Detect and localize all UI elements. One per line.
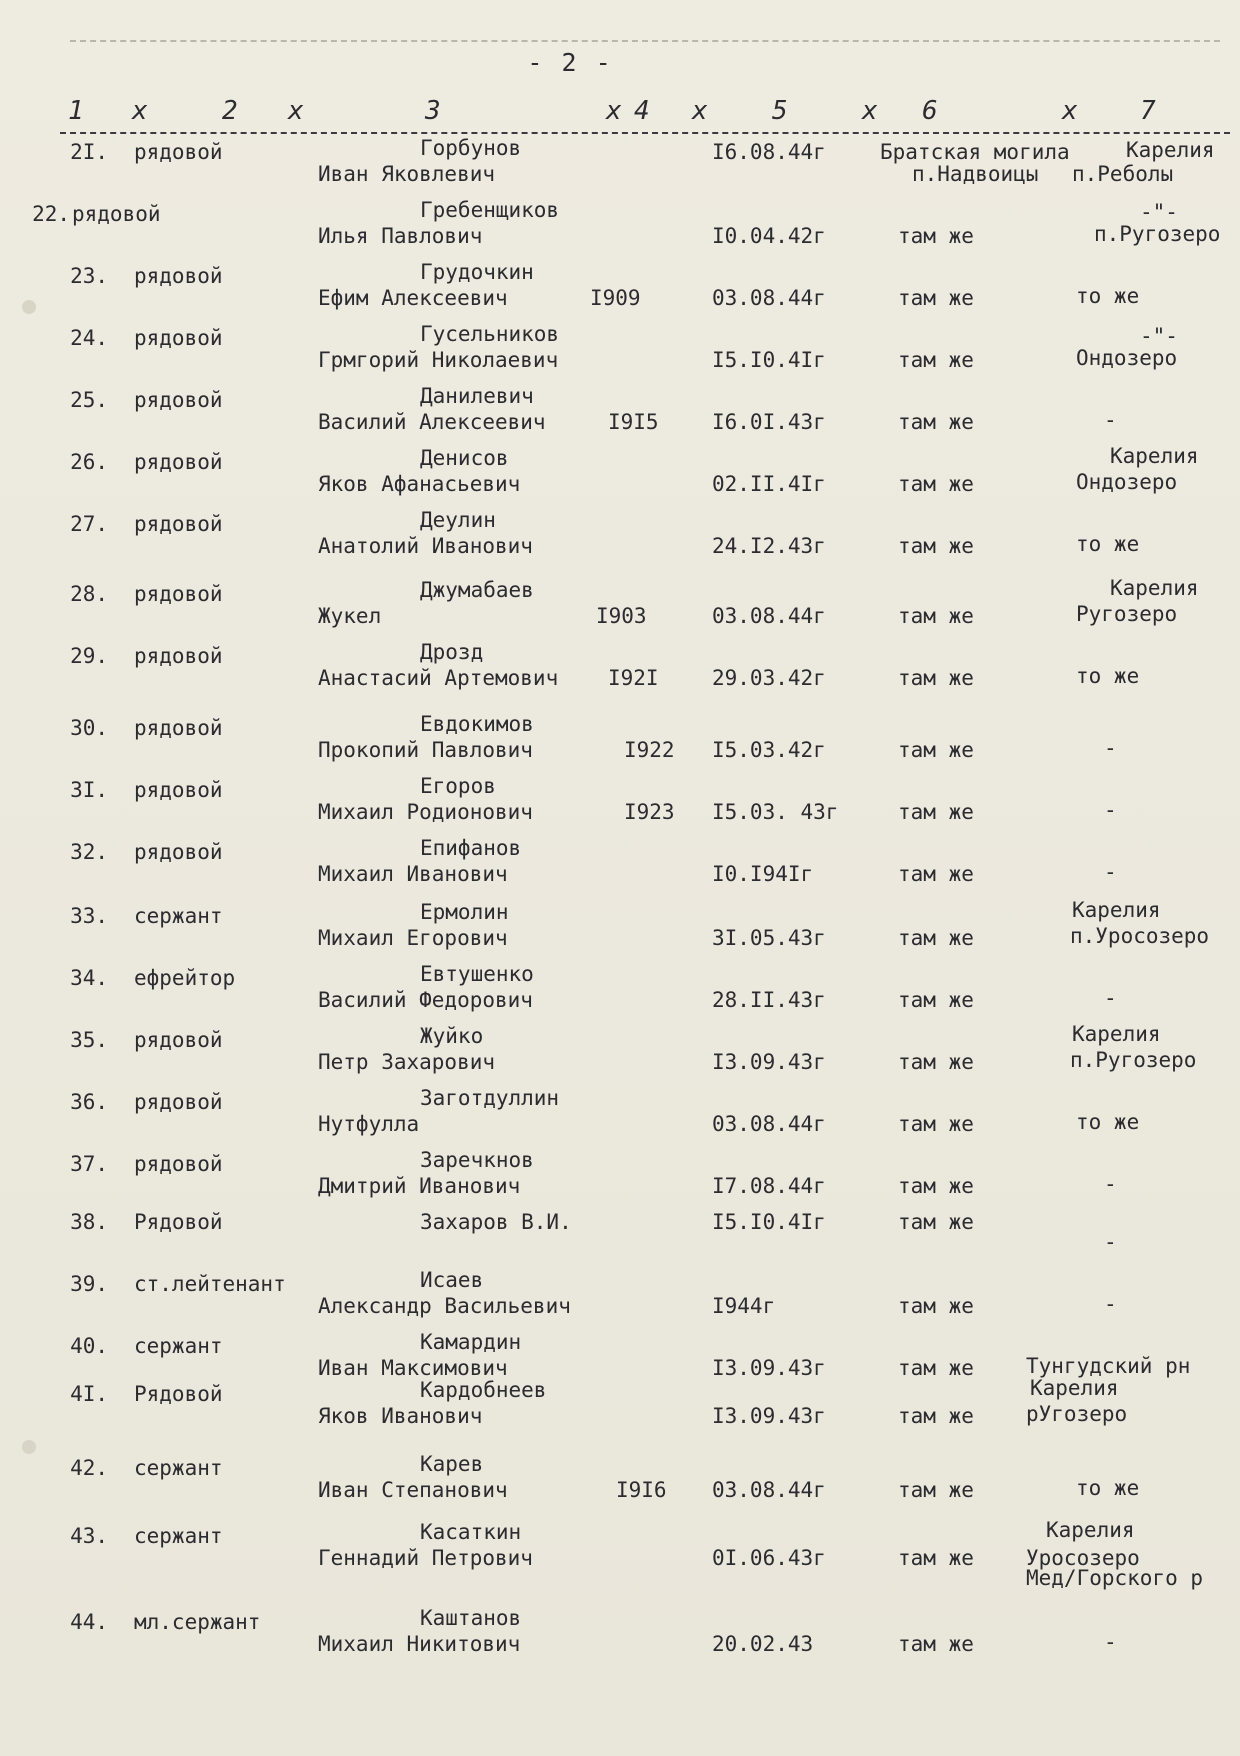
record-death-date: I3.09.43г	[712, 1050, 826, 1074]
record-surname: Деулин	[420, 508, 496, 532]
record-rank: мл.сержант	[134, 1610, 261, 1634]
record-death-date: 29.03.42г	[712, 666, 826, 690]
column-header-cell: x	[132, 96, 148, 126]
record-burial: там же	[898, 534, 974, 558]
record-burial: там же	[898, 286, 974, 310]
record-place: -	[1104, 986, 1117, 1010]
record-given-name: Захаров В.И.	[420, 1210, 572, 1234]
record-rank: рядовой	[134, 1090, 223, 1114]
record-row	[0, 576, 1240, 640]
record-row	[0, 962, 1240, 1024]
record-given-name: Михаил Родионович	[318, 800, 533, 824]
record-number: 32.	[70, 840, 108, 864]
record-given-name: Ефим Алексеевич	[318, 286, 508, 310]
record-row	[0, 384, 1240, 446]
record-place: Ондозеро	[1076, 470, 1178, 494]
record-place: то же	[1076, 1110, 1140, 1134]
record-death-date: 03.08.44г	[712, 1112, 826, 1136]
record-rank: ст.лейтенант	[134, 1272, 286, 1296]
record-birth-year: I923	[624, 800, 675, 824]
record-place: п.Ругозеро	[1094, 222, 1221, 246]
record-given-name: Яков Афанасьевич	[318, 472, 521, 496]
record-row	[0, 1268, 1240, 1330]
record-place: то же	[1076, 1476, 1140, 1500]
record-number: 33.	[70, 904, 108, 928]
record-rank: рядовой	[72, 202, 161, 226]
record-given-name: Анатолий Иванович	[318, 534, 533, 558]
record-number: 30.	[70, 716, 108, 740]
record-place-detail: Мед/Горского р	[1026, 1566, 1204, 1590]
record-number: 36.	[70, 1090, 108, 1114]
record-number: 23.	[70, 264, 108, 288]
record-surname: Жуйко	[420, 1024, 484, 1048]
record-place: рУгозеро	[1026, 1402, 1128, 1426]
record-number: 42.	[70, 1456, 108, 1480]
column-header-cell: x	[692, 96, 708, 126]
record-row	[0, 508, 1240, 570]
column-header-cell: 5	[772, 96, 788, 126]
record-number: 44.	[70, 1610, 108, 1634]
record-rank: Рядовой	[134, 1382, 223, 1406]
record-surname: Дрозд	[420, 640, 484, 664]
record-surname: Евдокимов	[420, 712, 534, 736]
record-number: 43.	[70, 1524, 108, 1548]
record-number: 2I.	[70, 140, 108, 164]
record-region: -"-	[1140, 200, 1178, 224]
record-row	[0, 1148, 1240, 1210]
record-region: Карелия	[1110, 444, 1199, 468]
record-place: -	[1104, 1630, 1117, 1654]
record-burial: там же	[898, 1174, 974, 1198]
record-birth-year: I92I	[608, 666, 659, 690]
record-region: Карелия	[1126, 138, 1215, 162]
record-rank: сержант	[134, 904, 223, 928]
record-row	[0, 1086, 1240, 1148]
record-place: п.Уросозеро	[1070, 924, 1210, 948]
record-row	[0, 898, 1240, 962]
record-burial: там же	[898, 1112, 974, 1136]
record-burial: там же	[898, 1356, 974, 1380]
record-place: -	[1104, 1230, 1117, 1254]
record-place: -	[1104, 736, 1117, 760]
record-number: 38.	[70, 1210, 108, 1234]
record-surname: Ермолин	[420, 900, 509, 924]
record-burial: там же	[898, 1404, 974, 1428]
record-burial: там же	[898, 1210, 974, 1234]
record-birth-year: I903	[596, 604, 647, 628]
record-burial: там же	[898, 926, 974, 950]
record-given-name: Петр Захарович	[318, 1050, 496, 1074]
record-region: -"-	[1140, 324, 1178, 348]
record-rank: рядовой	[134, 450, 223, 474]
record-row	[0, 1452, 1240, 1514]
record-surname: Исаев	[420, 1268, 484, 1292]
record-death-date: 03.08.44г	[712, 286, 826, 310]
record-surname: Каштанов	[420, 1606, 522, 1630]
record-row	[0, 1606, 1240, 1668]
record-row	[0, 712, 1240, 774]
record-row	[0, 1376, 1240, 1440]
record-rank: рядовой	[134, 512, 223, 536]
record-row	[0, 444, 1240, 508]
record-surname: Денисов	[420, 446, 509, 470]
record-given-name: Иван Степанович	[318, 1478, 508, 1502]
record-burial: там же	[898, 348, 974, 372]
record-place: п.Ругозеро	[1070, 1048, 1197, 1072]
record-burial: Братская могила	[880, 140, 1070, 164]
record-place: п.Реболы	[1072, 162, 1174, 186]
record-death-date: 20.02.43	[712, 1632, 814, 1656]
record-rank: рядовой	[134, 264, 223, 288]
record-given-name: Анастасий Артемович	[318, 666, 559, 690]
record-death-date: I944г	[712, 1294, 776, 1318]
record-row	[0, 774, 1240, 836]
record-rank: рядовой	[134, 388, 223, 412]
record-given-name: Прокопий Павлович	[318, 738, 533, 762]
record-given-name: Александр Васильевич	[318, 1294, 571, 1318]
record-given-name: Дмитрий Иванович	[318, 1174, 521, 1198]
record-row	[0, 136, 1240, 198]
record-death-date: I7.08.44г	[712, 1174, 826, 1198]
column-header-cell: 6	[922, 96, 938, 126]
record-burial: там же	[898, 1632, 974, 1656]
column-header-cell: 1	[68, 96, 84, 126]
record-surname: Евтушенко	[420, 962, 534, 986]
record-given-name: Яков Иванович	[318, 1404, 483, 1428]
record-region: Карелия	[1072, 1022, 1161, 1046]
column-header-cell: 2	[222, 96, 238, 126]
record-number: 3I.	[70, 778, 108, 802]
record-surname: Горбунов	[420, 136, 522, 160]
record-death-date: I6.08.44г	[712, 140, 826, 164]
record-surname: Карев	[420, 1452, 484, 1476]
record-number: 28.	[70, 582, 108, 606]
record-surname: Кардобнеев	[420, 1378, 547, 1402]
record-surname: Джумабаев	[420, 578, 534, 602]
record-rank: сержант	[134, 1334, 223, 1358]
column-header-cell: x	[862, 96, 878, 126]
record-number: 39.	[70, 1272, 108, 1296]
record-place: -	[1104, 1292, 1117, 1316]
record-death-date: I5.03. 43г	[712, 800, 839, 824]
record-birth-year: I9I5	[608, 410, 659, 434]
record-region: Карелия	[1072, 898, 1161, 922]
record-burial: там же	[898, 410, 974, 434]
record-rank: рядовой	[134, 716, 223, 740]
record-death-date: 03.08.44г	[712, 1478, 826, 1502]
column-header-cell: x	[606, 96, 622, 126]
record-burial: там же	[898, 1294, 974, 1318]
record-given-name: Василий Федорович	[318, 988, 533, 1012]
record-surname: Гребенщиков	[420, 198, 560, 222]
record-surname: Гусельников	[420, 322, 560, 346]
record-burial: там же	[898, 1050, 974, 1074]
record-given-name: Михаил Никитович	[318, 1632, 521, 1656]
record-place: Уросозеро	[1026, 1546, 1140, 1570]
record-death-date: I6.0I.43г	[712, 410, 826, 434]
record-burial: там же	[898, 988, 974, 1012]
record-surname: Заречкнов	[420, 1148, 534, 1172]
record-number: 29.	[70, 644, 108, 668]
record-birth-year: I9I6	[616, 1478, 667, 1502]
record-number: 37.	[70, 1152, 108, 1176]
record-place: Тунгудский рн	[1026, 1354, 1191, 1378]
record-row	[0, 1022, 1240, 1086]
column-header-cell: x	[1062, 96, 1078, 126]
record-death-date: I0.04.42г	[712, 224, 826, 248]
record-burial: там же	[898, 1546, 974, 1570]
column-header-cell: x	[288, 96, 304, 126]
record-given-name: Михаил Егорович	[318, 926, 508, 950]
record-rank: сержант	[134, 1456, 223, 1480]
record-region: Карелия	[1110, 576, 1199, 600]
record-place: -	[1104, 408, 1117, 432]
record-row	[0, 260, 1240, 322]
record-rank: рядовой	[134, 778, 223, 802]
record-rank: рядовой	[134, 1028, 223, 1052]
record-rank: рядовой	[134, 326, 223, 350]
record-rank: рядовой	[134, 1152, 223, 1176]
record-row	[0, 198, 1240, 260]
record-number: 40.	[70, 1334, 108, 1358]
record-rank: рядовой	[134, 644, 223, 668]
record-birth-year: I922	[624, 738, 675, 762]
record-given-name: Грмгорий Николаевич	[318, 348, 559, 372]
record-number: 22.	[32, 202, 70, 226]
record-place: -	[1104, 1172, 1117, 1196]
record-burial: там же	[898, 666, 974, 690]
record-surname: Камардин	[420, 1330, 522, 1354]
record-surname: Данилевич	[420, 384, 534, 408]
record-row	[0, 322, 1240, 384]
record-row	[0, 1518, 1240, 1590]
record-number: 24.	[70, 326, 108, 350]
record-rank: сержант	[134, 1524, 223, 1548]
record-rank: рядовой	[134, 840, 223, 864]
record-given-name: Иван Яковлевич	[318, 162, 496, 186]
record-rank: Рядовой	[134, 1210, 223, 1234]
record-number: 27.	[70, 512, 108, 536]
record-place: то же	[1076, 532, 1140, 556]
record-burial-place: п.Надвоицы	[912, 162, 1039, 186]
record-rank: ефрейтор	[134, 966, 236, 990]
record-place: Ондозеро	[1076, 346, 1178, 370]
record-given-name: Илья Павлович	[318, 224, 483, 248]
record-row	[0, 836, 1240, 898]
record-death-date: I3.09.43г	[712, 1356, 826, 1380]
record-death-date: 28.II.43г	[712, 988, 826, 1012]
record-surname: Егоров	[420, 774, 496, 798]
record-row	[0, 640, 1240, 702]
record-given-name: Жукел	[318, 604, 382, 628]
column-header-cell: 4	[634, 96, 650, 126]
record-death-date: 03.08.44г	[712, 604, 826, 628]
record-place: то же	[1076, 284, 1140, 308]
record-burial: там же	[898, 862, 974, 886]
record-death-date: 02.II.4Iг	[712, 472, 826, 496]
record-death-date: I5.I0.4Iг	[712, 1210, 826, 1234]
record-place: Ругозеро	[1076, 602, 1178, 626]
record-number: 4I.	[70, 1382, 108, 1406]
record-surname: Епифанов	[420, 836, 522, 860]
record-given-name: Нутфулла	[318, 1112, 420, 1136]
record-place: -	[1104, 860, 1117, 884]
record-number: 34.	[70, 966, 108, 990]
record-given-name: Михаил Иванович	[318, 862, 508, 886]
record-place: -	[1104, 798, 1117, 822]
punch-hole	[22, 1440, 36, 1454]
record-row	[0, 1210, 1240, 1268]
record-death-date: I5.03.42г	[712, 738, 826, 762]
record-surname: Грудочкин	[420, 260, 534, 284]
record-rank: рядовой	[134, 140, 223, 164]
record-rank: рядовой	[134, 582, 223, 606]
column-header-cell: 7	[1140, 96, 1156, 126]
top-dash-line	[70, 40, 1220, 42]
record-place: то же	[1076, 664, 1140, 688]
record-death-date: I0.I94Iг	[712, 862, 814, 886]
record-given-name: Геннадий Петрович	[318, 1546, 533, 1570]
column-header-cell: 3	[425, 96, 441, 126]
record-death-date: 0I.06.43г	[712, 1546, 826, 1570]
record-burial: там же	[898, 1478, 974, 1502]
record-birth-year: I909	[590, 286, 641, 310]
page-number: - 2 -	[527, 48, 613, 77]
record-region: Карелия	[1046, 1518, 1135, 1542]
record-surname: Касаткин	[420, 1520, 522, 1544]
record-given-name: Иван Максимович	[318, 1356, 508, 1380]
record-region: Карелия	[1030, 1376, 1119, 1400]
record-number: 35.	[70, 1028, 108, 1052]
record-burial: там же	[898, 800, 974, 824]
record-surname: Заготдуллин	[420, 1086, 560, 1110]
record-given-name: Василий Алексеевич	[318, 410, 546, 434]
record-number: 26.	[70, 450, 108, 474]
record-death-date: 24.I2.43г	[712, 534, 826, 558]
record-burial: там же	[898, 472, 974, 496]
record-burial: там же	[898, 738, 974, 762]
column-header	[60, 96, 1230, 134]
record-death-date: 3I.05.43г	[712, 926, 826, 950]
record-burial: там же	[898, 224, 974, 248]
record-burial: там же	[898, 604, 974, 628]
record-death-date: I3.09.43г	[712, 1404, 826, 1428]
record-number: 25.	[70, 388, 108, 412]
record-death-date: I5.I0.4Iг	[712, 348, 826, 372]
